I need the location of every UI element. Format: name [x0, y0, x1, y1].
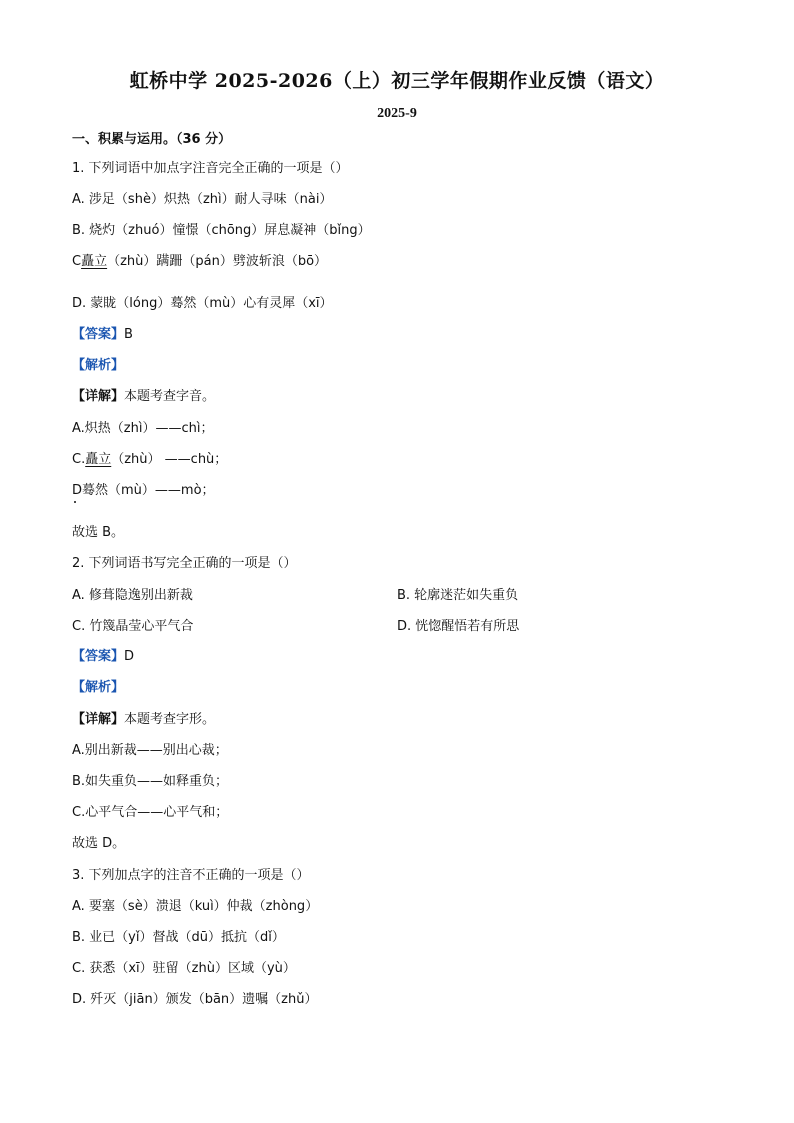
q1-detail: [72, 388, 215, 406]
q3-option-a: A. 要塞（sè）溃退（kuì）仲裁（zhòng）: [72, 899, 319, 914]
detail-label: 【详解】: [72, 712, 125, 727]
section-heading: 一、积累与运用。（36 分）: [72, 132, 232, 147]
q2-option-a: A. 修葺隐逸别出新裁: [72, 588, 193, 603]
analysis-label: 【解析】: [72, 680, 125, 695]
q3-option-c: C. 获悉（xī）驻留（zhù）区域（yù）: [72, 961, 296, 976]
q1-explanation-d-rest: 蓦然（mù）——mò；: [82, 483, 215, 498]
q1-option-c-rest: （zhù）蹒跚（pán）劈波斩浪（bō）: [107, 254, 328, 269]
answer-label: 【答案】: [72, 649, 125, 664]
q2-option-b: B. 轮廓迷茫如失重负: [397, 588, 519, 603]
q1-explanation-c-word: 矗立: [85, 452, 112, 467]
q2-answer: [72, 648, 134, 666]
q1-answer-value: B: [124, 327, 133, 342]
q1-explanation-c: [72, 451, 227, 469]
q1-detail-text: 本题考查字音。: [124, 389, 216, 404]
q2-detail-text: 本题考查字形。: [124, 712, 216, 727]
q1-explanation-a: A.炽热（zhì）——chì；: [72, 421, 214, 436]
q2-option-d: D. 恍惚醒悟若有所思: [397, 619, 520, 634]
q1-option-b: B. 烧灼（zhuó）憧憬（chōng）屏息凝神（bǐng）: [72, 223, 371, 238]
q2-answer-value: D: [124, 649, 135, 664]
document-date: 2025-9: [377, 106, 417, 121]
document-title: 虹桥中学 2025-2026（上）初三学年假期作业反馈（语文）: [129, 70, 665, 92]
q2-conclusion: 故选 D。: [72, 836, 126, 851]
q1-option-c-letter: C: [72, 254, 82, 269]
q1-option-a: A. 涉足（shè）炽热（zhì）耐人寻味（nài）: [72, 192, 333, 207]
q3-option-d: D. 歼灭（jiān）颁发（bān）遗嘱（zhǔ）: [72, 992, 318, 1007]
q2-analysis: [72, 679, 124, 697]
q1-explanation-d: [72, 482, 215, 500]
q1-stem: 1. 下列词语中加点字注音完全正确的一项是（）: [72, 161, 349, 176]
q2-option-c: C. 竹篾晶莹心平气合: [72, 619, 194, 634]
q1-option-d: D. 蒙眬（lóng）蓦然（mù）心有灵犀（xī）: [72, 296, 333, 311]
q2-explanation-b: B.如失重负——如释重负；: [72, 774, 229, 789]
detail-label: 【详解】: [72, 389, 125, 404]
q1-explanation-c-prefix: C.: [72, 452, 86, 467]
answer-label: 【答案】: [72, 327, 125, 342]
q3-stem: 3. 下列加点字的注音不正确的一项是（）: [72, 868, 310, 883]
q2-detail: [72, 711, 215, 729]
q1-answer: [72, 326, 133, 344]
q1-explanation-d-prefix: D: [72, 483, 83, 498]
analysis-label: 【解析】: [72, 358, 125, 373]
q2-stem: 2. 下列词语书写完全正确的一项是（）: [72, 556, 297, 571]
q2-explanation-a: A.别出新裁——别出心裁；: [72, 743, 228, 758]
q1-option-c: [72, 253, 327, 271]
q1-conclusion: 故选 B。: [72, 525, 125, 540]
q1-option-c-word: 矗立: [81, 254, 108, 269]
q2-explanation-c: C.心平气合——心平气和；: [72, 805, 229, 820]
q1-analysis: [72, 357, 124, 375]
q1-explanation-c-rest: （zhù） ——chù；: [111, 452, 228, 467]
q3-option-b: B. 业已（yǐ）督战（dū）抵抗（dǐ）: [72, 930, 285, 945]
